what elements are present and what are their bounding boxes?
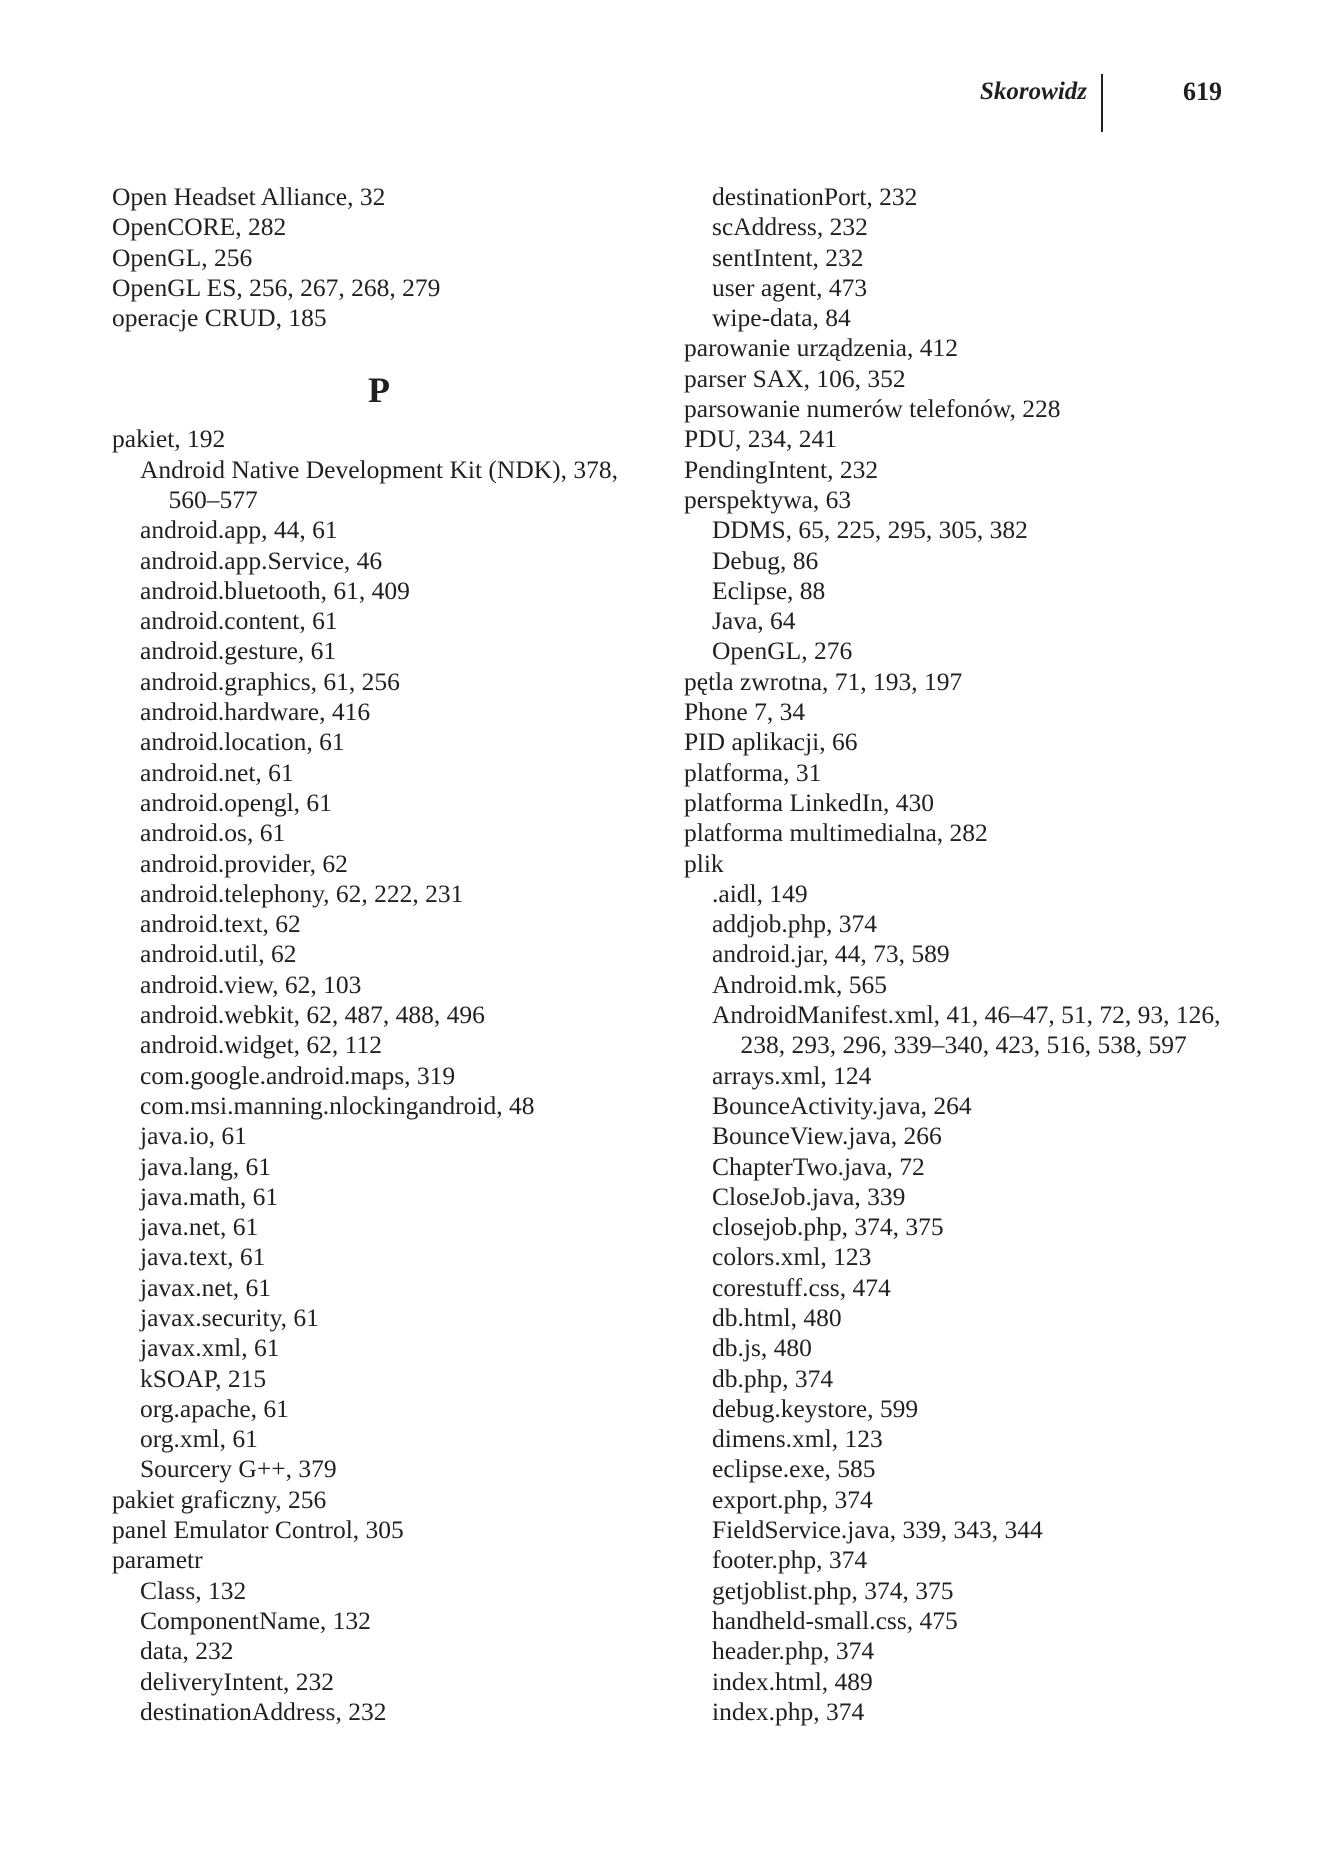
index-entry-continuation: 238, 293, 296, 339–340, 423, 516, 538, 597 (740, 1030, 1187, 1060)
index-subentry (684, 1576, 1284, 1606)
index-entry-text: DDMS, 65, 225, 295, 305, 382 (712, 515, 1028, 545)
index-entry-text: android.os, 61 (140, 818, 286, 848)
index-subentry (112, 1030, 646, 1060)
index-entry-text: addjob.php, 374 (712, 909, 878, 939)
index-subentry (112, 939, 646, 969)
index-entry-text: java.io, 61 (140, 1121, 247, 1151)
index-entry-text: db.html, 480 (712, 1302, 842, 1332)
index-entry (684, 394, 1284, 424)
index-subentry (684, 1242, 1284, 1272)
index-subentry (684, 1394, 1284, 1424)
index-subentry (112, 849, 646, 879)
index-entry (112, 1485, 646, 1515)
index-entry-text: perspektywa, 63 (684, 484, 852, 514)
index-entry (112, 182, 646, 212)
index-subentry (112, 546, 646, 576)
index-subentry (684, 303, 1284, 333)
index-subentry (112, 697, 646, 727)
index-entry-text: android.app, 44, 61 (140, 515, 338, 545)
index-entry-text: corestuff.css, 474 (712, 1272, 891, 1302)
index-subentry (684, 1636, 1284, 1666)
index-entry-text: eclipse.exe, 585 (712, 1454, 876, 1484)
index-entry-text: Eclipse, 88 (712, 575, 826, 605)
index-entry-text: com.google.android.maps, 319 (140, 1060, 456, 1090)
index-entry-text: OpenGL, 256 (112, 242, 253, 272)
index-entry (112, 212, 646, 242)
index-entry-text: db.php, 374 (712, 1363, 834, 1393)
index-entry (684, 818, 1284, 848)
index-subentry (112, 515, 646, 545)
index-entry-text: java.net, 61 (140, 1212, 259, 1242)
index-entry-text: plik (684, 848, 724, 878)
index-entry-text: android.location, 61 (140, 727, 345, 757)
index-entry-text: PendingIntent, 232 (684, 454, 879, 484)
index-entry-text: BounceView.java, 266 (712, 1121, 942, 1151)
index-entry-text: colors.xml, 123 (712, 1242, 872, 1272)
index-entry-text: AndroidManifest.xml, 41, 46–47, 51, 72, 93, 126, (712, 1000, 1221, 1030)
index-entry-text: platforma LinkedIn, 430 (684, 787, 934, 817)
index-subentry (684, 879, 1284, 909)
index-entry-text: org.xml, 61 (140, 1424, 258, 1454)
index-column-right (684, 182, 1284, 1727)
index-entry-text: Class, 132 (140, 1575, 247, 1605)
index-entry-text: parowanie urządzenia, 412 (684, 333, 958, 363)
index-subentry (684, 1212, 1284, 1242)
running-header-title: Skorowidz (980, 78, 1087, 105)
index-subentry (684, 1333, 1284, 1363)
index-entry-text: android.net, 61 (140, 757, 294, 787)
index-entry-text: android.opengl, 61 (140, 787, 332, 817)
index-entry-text: android.jar, 44, 73, 589 (712, 939, 950, 969)
index-subentry (112, 1424, 646, 1454)
index-entry-text: OpenGL, 276 (712, 636, 853, 666)
index-subentry (684, 1121, 1284, 1151)
index-entry-text: parser SAX, 106, 352 (684, 363, 906, 393)
section-letter-heading: P (368, 370, 390, 411)
index-entry-text: debug.keystore, 599 (712, 1393, 919, 1423)
index-subentry (684, 1424, 1284, 1454)
index-subentry (684, 1091, 1284, 1121)
index-entry-text: kSOAP, 215 (140, 1363, 267, 1393)
index-subentry (684, 1303, 1284, 1333)
index-subentry (112, 1636, 646, 1666)
index-entry-text: android.view, 62, 103 (140, 969, 362, 999)
index-entry-text: .aidl, 149 (712, 878, 808, 908)
index-entry (684, 788, 1284, 818)
index-entry (684, 424, 1284, 454)
index-subentry (684, 1454, 1284, 1484)
index-subentry (112, 606, 646, 636)
index-subentry (112, 1697, 646, 1727)
index-subentry (684, 970, 1284, 1000)
index-subentry (112, 1303, 646, 1333)
index-subentry (684, 243, 1284, 273)
index-entry-text: Android Native Development Kit (NDK), 378, (140, 454, 619, 484)
index-entry-text: operacje CRUD, 185 (112, 303, 327, 333)
index-subentry (112, 970, 646, 1000)
index-subentry (112, 1242, 646, 1272)
index-subentry (112, 1182, 646, 1212)
index-subentry (684, 546, 1284, 576)
index-subentry (112, 758, 646, 788)
index-subentry (684, 636, 1284, 666)
index-entry-text: pakiet graficzny, 256 (112, 1484, 327, 1514)
index-entry-text: android.telephony, 62, 222, 231 (140, 878, 464, 908)
index-subentry (684, 606, 1284, 636)
index-entry-text: android.app.Service, 46 (140, 545, 383, 575)
index-entry-text: sentIntent, 232 (712, 242, 864, 272)
index-entry-text: javax.xml, 61 (140, 1333, 280, 1363)
index-subentry (684, 182, 1284, 212)
index-subentry (112, 788, 646, 818)
header-divider (1101, 74, 1103, 132)
index-entry-text: index.html, 489 (712, 1666, 873, 1696)
index-subentry (684, 1364, 1284, 1394)
index-entry-text: ChapterTwo.java, 72 (712, 1151, 925, 1181)
index-entry-text: wipe-data, 84 (712, 303, 851, 333)
index-entry-text: footer.php, 374 (712, 1545, 868, 1575)
index-subentry (684, 212, 1284, 242)
index-subentry (684, 1515, 1284, 1545)
index-entry-text: Open Headset Alliance, 32 (112, 182, 386, 211)
index-entry-text: android.webkit, 62, 487, 488, 496 (140, 1000, 485, 1030)
index-entry-text: org.apache, 61 (140, 1393, 289, 1423)
index-subentry (684, 1697, 1284, 1727)
index-entry (112, 1515, 646, 1545)
index-entry-text: android.widget, 62, 112 (140, 1030, 382, 1060)
index-entry (684, 727, 1284, 757)
index-subentry (112, 1364, 646, 1394)
index-column-left (112, 182, 646, 1727)
index-entry-text: handheld-small.css, 475 (712, 1605, 958, 1635)
index-entry-text: android.util, 62 (140, 939, 297, 969)
index-entry-text: OpenGL ES, 256, 267, 268, 279 (112, 272, 441, 302)
index-subentry (112, 818, 646, 848)
index-subentry (112, 1000, 646, 1030)
page-number: 619 (1183, 77, 1222, 106)
index-entry-text: closejob.php, 374, 375 (712, 1212, 944, 1242)
index-subentry (112, 1394, 646, 1424)
index-entry-text: android.gesture, 61 (140, 636, 337, 666)
index-entry-text: ComponentName, 132 (140, 1605, 371, 1635)
index-subentry (684, 1061, 1284, 1091)
index-subentry (684, 1485, 1284, 1515)
index-subentry (112, 1121, 646, 1151)
index-entry-text: android.provider, 62 (140, 848, 348, 878)
index-entry (684, 485, 1284, 515)
index-subentry (112, 879, 646, 909)
index-subentry (112, 667, 646, 697)
index-entry (112, 273, 646, 303)
index-subentry (112, 455, 646, 516)
index-entry-text: java.lang, 61 (140, 1151, 271, 1181)
index-entry (112, 303, 646, 333)
index-subentry (112, 727, 646, 757)
index-entry (684, 364, 1284, 394)
index-subentry (112, 636, 646, 666)
index-entry-text: destinationAddress, 232 (140, 1696, 387, 1726)
index-entry-text: BounceActivity.java, 264 (712, 1090, 972, 1120)
index-entry-text: FieldService.java, 339, 343, 344 (712, 1515, 1043, 1545)
index-entry-text: CloseJob.java, 339 (712, 1181, 906, 1211)
index-subentry (112, 1061, 646, 1091)
index-entry-text: android.graphics, 61, 256 (140, 666, 400, 696)
index-entry-text: scAddress, 232 (712, 212, 868, 242)
index-entry (684, 849, 1284, 879)
index-entry-text: parametr (112, 1545, 203, 1575)
index-subentry (112, 1091, 646, 1121)
index-entry-text: javax.net, 61 (140, 1272, 271, 1302)
index-entry (112, 243, 646, 273)
index-subentry (112, 1333, 646, 1363)
index-subentry (112, 909, 646, 939)
index-entry-text: Sourcery G++, 379 (140, 1454, 337, 1484)
index-entry-text: Java, 64 (712, 606, 796, 636)
index-entry (684, 333, 1284, 363)
index-entry-text: parsowanie numerów telefonów, 228 (684, 394, 1061, 424)
index-entry-text: platforma, 31 (684, 757, 822, 787)
index-entry-text: db.js, 480 (712, 1333, 812, 1363)
index-subentry (684, 1182, 1284, 1212)
index-subentry (684, 515, 1284, 545)
index-subentry (684, 1545, 1284, 1575)
index-subentry (684, 1152, 1284, 1182)
index-subentry (112, 1454, 646, 1484)
index-entry-text: data, 232 (140, 1636, 234, 1666)
index-entry-text: android.bluetooth, 61, 409 (140, 575, 410, 605)
index-subentry (112, 1152, 646, 1182)
index-entry-text: destinationPort, 232 (712, 182, 918, 211)
index-entry-text: android.text, 62 (140, 909, 301, 939)
index-entry-text: pętla zwrotna, 71, 193, 197 (684, 666, 963, 696)
index-entry-text: arrays.xml, 124 (712, 1060, 872, 1090)
index-entry (112, 424, 646, 454)
index-entry-text: deliveryIntent, 232 (140, 1666, 335, 1696)
index-entry-text: user agent, 473 (712, 272, 868, 302)
index-entry-text: panel Emulator Control, 305 (112, 1515, 404, 1545)
index-entry-text: Debug, 86 (712, 545, 819, 575)
index-entry (684, 455, 1284, 485)
index-subentry (684, 1606, 1284, 1636)
index-entry-text: platforma multimedialna, 282 (684, 818, 988, 848)
index-entry-text: export.php, 374 (712, 1484, 873, 1514)
index-subentry (684, 909, 1284, 939)
index-entry-text: Phone 7, 34 (684, 697, 806, 727)
index-entry-continuation: 560–577 (168, 484, 258, 514)
index-entry (112, 1545, 646, 1575)
index-entry-text: PID aplikacji, 66 (684, 727, 858, 757)
index-entry-text: getjoblist.php, 374, 375 (712, 1575, 954, 1605)
index-subentry (112, 576, 646, 606)
index-subentry (684, 273, 1284, 303)
index-subentry (684, 576, 1284, 606)
index-subentry (684, 1273, 1284, 1303)
index-entry-text: java.text, 61 (140, 1242, 266, 1272)
index-entry-text: android.content, 61 (140, 606, 338, 636)
index-entry (684, 667, 1284, 697)
index-entry-text: PDU, 234, 241 (684, 424, 838, 454)
index-entry-text: Android.mk, 565 (712, 969, 887, 999)
index-entry-text: index.php, 374 (712, 1696, 865, 1726)
index-entry-text: com.msi.manning.nlockingandroid, 48 (140, 1090, 535, 1120)
index-subentry (112, 1576, 646, 1606)
index-subentry (112, 1273, 646, 1303)
index-entry-text: OpenCORE, 282 (112, 212, 287, 242)
index-subentry (112, 1667, 646, 1697)
index-entry-text: dimens.xml, 123 (712, 1424, 883, 1454)
index-subentry (684, 939, 1284, 969)
index-subentry (684, 1667, 1284, 1697)
index-entry-text: android.hardware, 416 (140, 697, 371, 727)
index-entry-text: header.php, 374 (712, 1636, 875, 1666)
index-entry (684, 758, 1284, 788)
index-entry-text: javax.security, 61 (140, 1302, 319, 1332)
index-entry-text: pakiet, 192 (112, 424, 226, 454)
index-entry (684, 697, 1284, 727)
index-subentry (112, 1606, 646, 1636)
index-subentry (112, 1212, 646, 1242)
index-entry-text: java.math, 61 (140, 1181, 279, 1211)
index-subentry (684, 1000, 1284, 1061)
